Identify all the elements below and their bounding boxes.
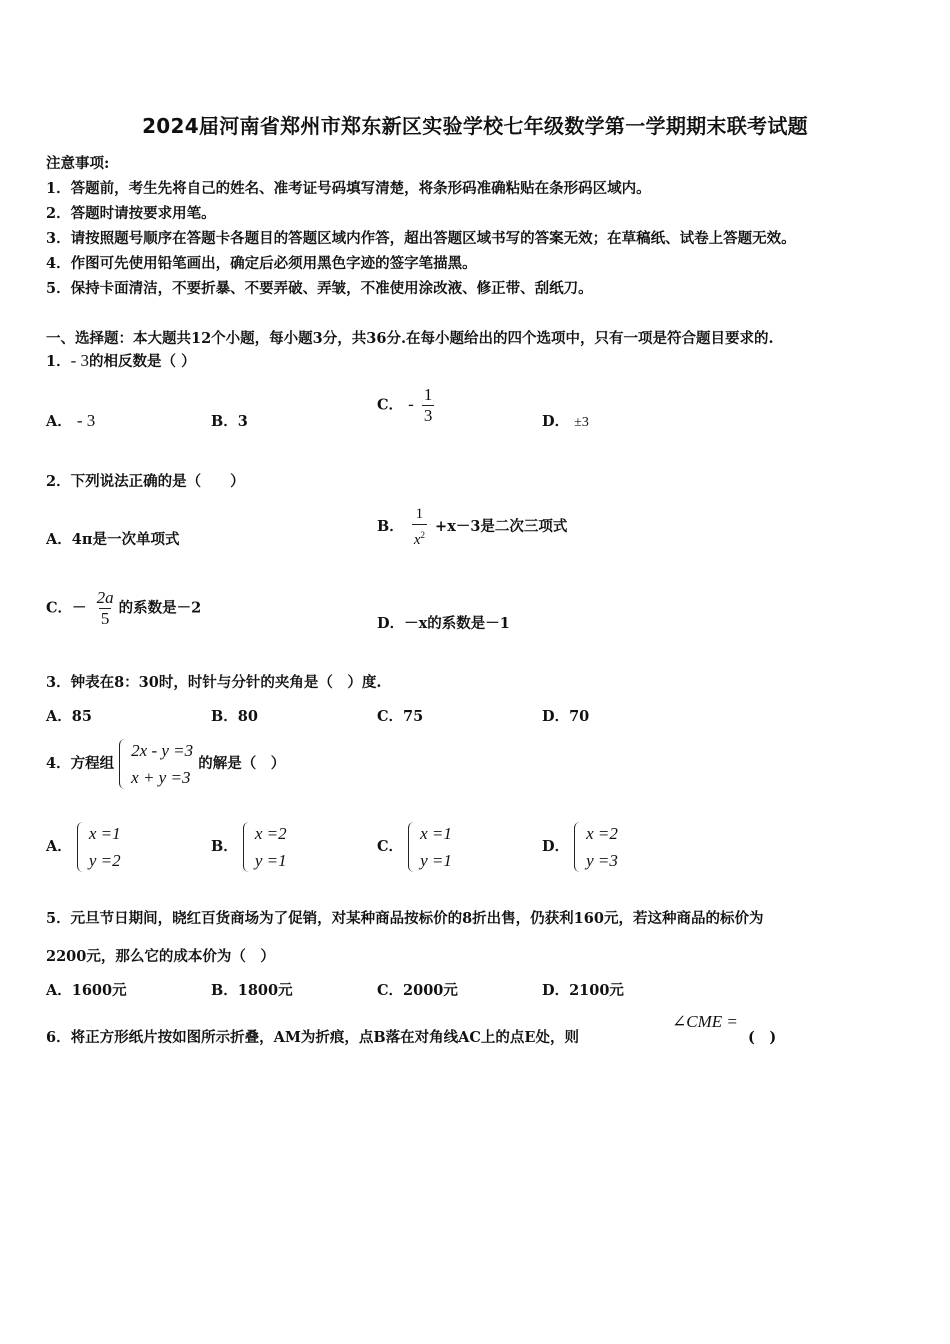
fraction (422, 385, 435, 426)
option-b[interactable] (377, 504, 567, 550)
option-c[interactable] (377, 385, 437, 426)
fraction (412, 504, 427, 550)
question-number: 1． (46, 353, 71, 370)
equation-system (574, 820, 618, 874)
exponent: 2 (420, 530, 425, 540)
option-a[interactable] (46, 820, 121, 874)
option-label: D． (542, 413, 570, 430)
question-6: 6．将正方形纸片按如图所示折叠，AM为折痕，点B落在对角线AC上的点E处，则 (46, 1029, 579, 1046)
brace-icon (77, 822, 85, 872)
equation: x =2 (586, 824, 618, 843)
question-5-line-1: 5．元旦节日期间，晓红百货商场为了促销，对某种商品按标价的8折出售，仍获利160元，若这种商品的标价为 (46, 910, 764, 927)
option-b[interactable] (211, 820, 287, 874)
option-c[interactable] (377, 820, 452, 874)
equation: 2x - y =3 (131, 741, 194, 760)
equation-system (408, 820, 452, 874)
option-a[interactable]: A．4π是一次单项式 (46, 531, 180, 548)
fraction-denominator: 3 (423, 406, 433, 425)
question-4 (46, 737, 285, 791)
notice-item: 2．答题时请按要求用笔。 (46, 205, 216, 222)
paper-title: 2024届河南省郑州市郑东新区实验学校七年级数学第一学期期末联考试题 (142, 114, 808, 138)
option-a[interactable] (46, 410, 95, 431)
option-c[interactable] (46, 588, 201, 629)
notice-heading: 注意事项: (46, 155, 110, 172)
notice-item: 1．答题前，考生先将自己的姓名、准考证号码填写清楚，将条形码准确粘贴在条形码区域内。 (46, 180, 651, 197)
brace-icon (243, 822, 251, 872)
equation-system (119, 737, 193, 791)
brace-icon (119, 739, 127, 789)
equation: x + y =3 (131, 768, 191, 787)
question-2: 2．下列说法正确的是（ ） (46, 473, 245, 490)
option-c[interactable]: C．75 (377, 708, 424, 725)
option-label: A． (46, 838, 72, 855)
section-heading: 一、选择题：本大题共12个小题，每小题3分，共36分.在每小题给出的四个选项中，只有一项是符合题目要求的. (46, 330, 774, 347)
equation: y =3 (586, 851, 618, 870)
equation: y =2 (88, 851, 121, 870)
equation-system (77, 820, 121, 874)
option-c[interactable]: C．2000元 (377, 982, 458, 999)
option-value: 3 (237, 413, 248, 430)
option-a[interactable]: A．85 (46, 708, 92, 725)
brace-icon (408, 822, 416, 872)
option-label: C．－ (46, 599, 87, 617)
fraction-denominator (412, 524, 427, 550)
option-a[interactable]: A．1600元 (46, 982, 127, 999)
equation: x =1 (88, 824, 121, 843)
option-label: C． (377, 396, 404, 414)
notice-item: 3．请按照题号顺序在答题卡各题目的答题区域内作答，超出答题区域书写的答案无效；在草稿纸、试卷上答题无效。 (46, 230, 796, 247)
minus-sign: - (408, 394, 414, 414)
math-expression: ∠CME = (672, 1012, 738, 1031)
equation-system (243, 820, 287, 874)
option-d[interactable] (542, 410, 589, 431)
brace-icon (574, 822, 582, 872)
question-text: 4．方程组 (46, 755, 115, 772)
option-label: B． (211, 413, 238, 430)
equation: x =2 (254, 824, 287, 843)
variable: x (413, 532, 421, 548)
fraction-numerator: 1 (423, 385, 433, 404)
option-b[interactable]: B．1800元 (211, 982, 293, 999)
fraction-numerator: 2a (96, 588, 114, 607)
notice-item: 4．作图可先使用铅笔画出，确定后必须用黑色字迹的签字笔描黑。 (46, 255, 477, 272)
question-text: 的解是（ ） (198, 755, 286, 772)
notice-item: 5．保持卡面清洁，不要折暴、不要弄破、弄皱，不准使用涂改液、修正带、刮纸刀。 (46, 280, 593, 297)
equation: y =1 (254, 851, 287, 870)
option-label: D． (542, 838, 570, 855)
option-text: +x－3是二次三项式 (430, 518, 568, 535)
option-label: A． (46, 413, 72, 430)
option-d[interactable]: D．2100元 (542, 982, 624, 999)
fraction-denominator: 5 (100, 609, 110, 628)
math-expression: - 3 (70, 351, 90, 370)
fraction-numerator: 1 (415, 506, 424, 522)
fraction (95, 588, 116, 629)
option-label: B． (211, 838, 238, 855)
option-label: C． (377, 838, 404, 855)
option-text: 的系数是－2 (118, 599, 202, 617)
option-value: - 3 (76, 411, 96, 430)
question-1 (46, 350, 196, 371)
equation: y =1 (420, 851, 452, 870)
option-d[interactable] (542, 820, 618, 874)
angle-expression (672, 1012, 738, 1032)
question-3: 3．钟表在8：30时，时针与分针的夹角是（ ）度. (46, 674, 382, 691)
option-b[interactable] (211, 410, 248, 431)
option-d[interactable]: D．70 (542, 708, 590, 725)
answer-paren: ( ) (748, 1029, 777, 1046)
option-d[interactable]: D．－x的系数是－1 (377, 615, 510, 632)
option-value: ±3 (574, 415, 589, 430)
option-b[interactable]: B．80 (211, 708, 258, 725)
question-text: 的相反数是（ ） (89, 353, 196, 370)
question-5-line-2: 2200元，那么它的成本价为（ ） (46, 948, 275, 965)
equation: x =1 (420, 824, 452, 843)
option-label: B． (377, 518, 404, 535)
